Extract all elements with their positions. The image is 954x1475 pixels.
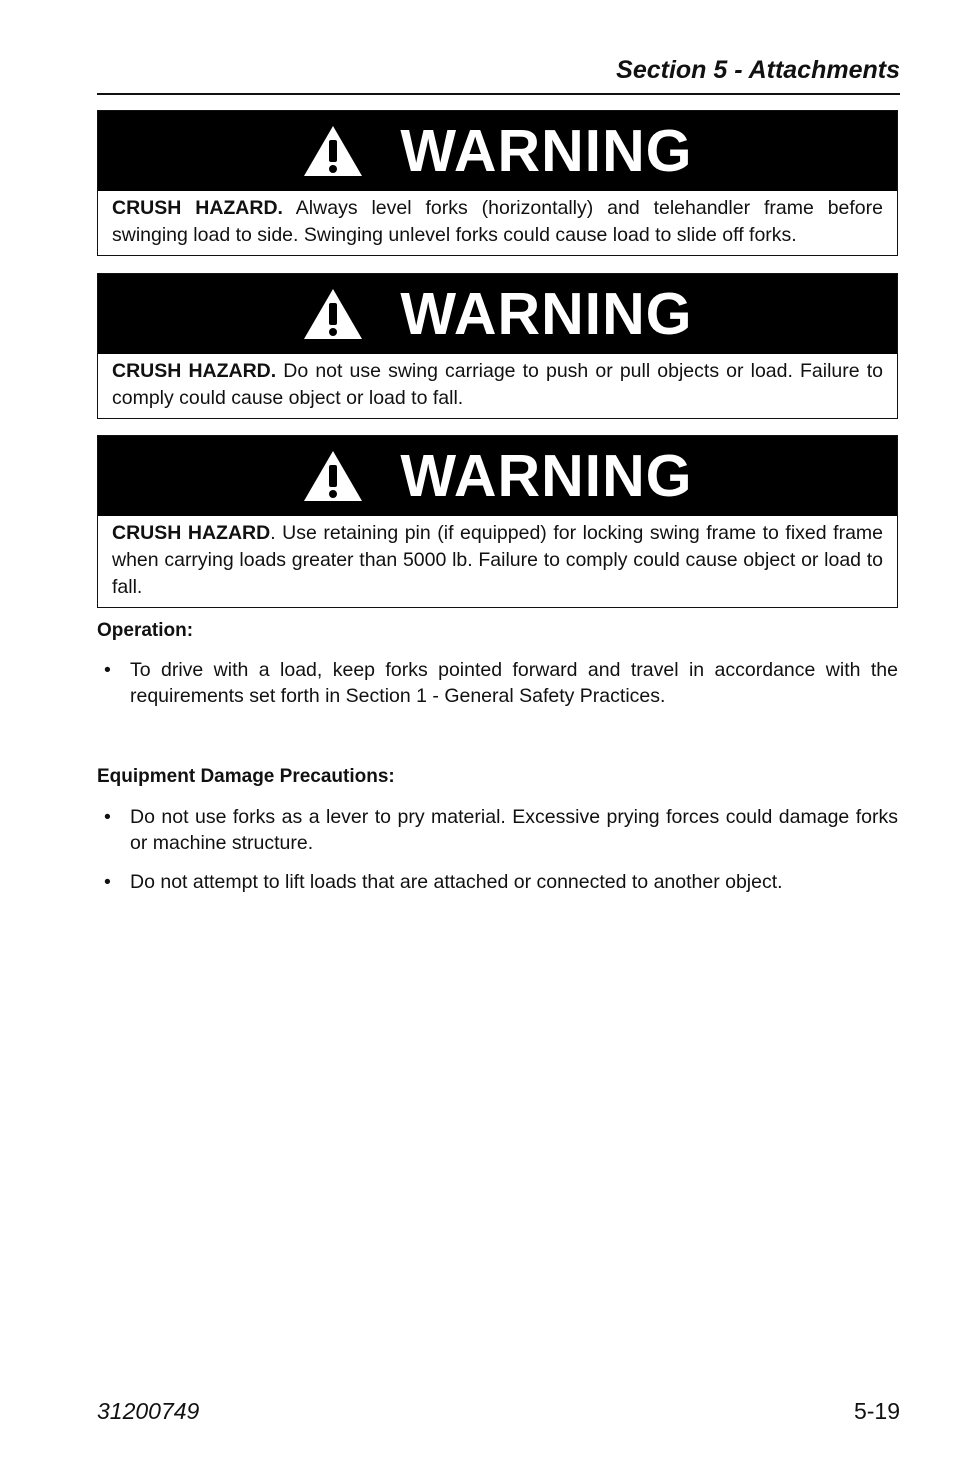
warning-body: Do not use swing carriage to push or pull objects or load. Failure to comply could cause object or load to fall.	[112, 360, 883, 409]
warning-body: Always level forks (horizontally) and telehandler frame before swinging load to side. Swinging unlevel forks could cause load to slide off forks.	[112, 197, 883, 246]
warning-banner	[98, 436, 897, 516]
warning-label: WARNING	[400, 280, 693, 347]
warning-triangle-icon	[302, 449, 364, 503]
warning-box-2	[97, 273, 898, 419]
list-item	[104, 657, 898, 709]
warning-body: . Use retaining pin (if equipped) for locking swing frame to fixed frame when carrying loads greater than 5000 lb. Failure to comply could cause object or load to fall.	[112, 522, 883, 598]
operation-heading: Operation:	[97, 620, 194, 641]
warning-message	[98, 354, 897, 418]
warning-banner	[98, 274, 897, 354]
warning-box-1	[97, 110, 898, 256]
warning-banner	[98, 111, 897, 191]
list-item	[104, 804, 898, 856]
warning-message	[98, 516, 897, 607]
bullet-icon: •	[104, 659, 111, 681]
page-number: 5-19	[853, 1398, 900, 1424]
bullet-icon: •	[104, 806, 111, 828]
section-title: Section 5 - Attachments	[616, 56, 900, 84]
list-item-text: To drive with a load, keep forks pointed forward and travel in accordance with the requirements set forth in Section 1 - General Safety Practices.	[130, 659, 898, 707]
hazard-label: CRUSH HAZARD	[112, 522, 271, 544]
header-divider	[97, 93, 900, 95]
bullet-icon: •	[104, 871, 111, 893]
hazard-label: CRUSH HAZARD.	[112, 360, 277, 382]
warning-message	[98, 191, 897, 255]
hazard-label: CRUSH HAZARD.	[112, 197, 283, 219]
precautions-heading: Equipment Damage Precautions:	[97, 766, 395, 787]
warning-box-3	[97, 435, 898, 608]
document-number: 31200749	[97, 1398, 200, 1424]
warning-label: WARNING	[400, 117, 693, 184]
list-item-text: Do not use forks as a lever to pry material. Excessive prying forces could damage forks or machine structure.	[130, 806, 898, 854]
warning-triangle-icon	[302, 287, 364, 341]
list-item	[104, 869, 898, 895]
list-item-text: Do not attempt to lift loads that are attached or connected to another object.	[130, 871, 783, 893]
warning-triangle-icon	[302, 124, 364, 178]
warning-label: WARNING	[400, 442, 693, 509]
